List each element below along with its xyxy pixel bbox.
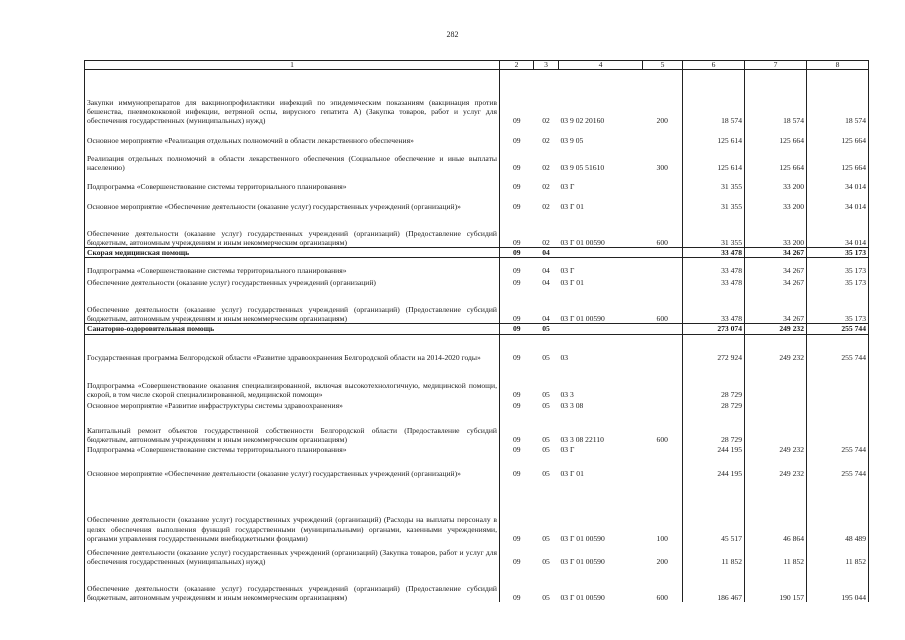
expense-type-code xyxy=(643,454,683,478)
amount-col-6: 244 195 xyxy=(683,454,745,478)
row-description: Обеспечение деятельности (оказание услуг) государственных учреждений (организаций) (Расходы на выплаты персоналу в целях обеспечения выполнения функций государственными (муниципальными) органами, казенными учреждениями, органами управления государственными внебюджетными фондами) xyxy=(85,478,500,543)
row-description: Обеспечение деятельности (оказание услуг) государственных учреждений (организаций) (Предоставление субсидий бюджетным, автономным учреждениям и иным некоммерческим организациям) xyxy=(85,287,500,324)
amount-col-6: 31 355 xyxy=(683,192,745,212)
column-header: 1 xyxy=(85,61,500,70)
amount-col-6: 31 355 xyxy=(683,173,745,192)
amount-col-7: 33 200 xyxy=(745,212,807,248)
table-row xyxy=(85,334,869,362)
amount-col-6: 45 517 xyxy=(683,478,745,543)
subsection-code: 04 xyxy=(542,314,550,323)
section-code: 09 xyxy=(500,287,534,324)
section-code: 09 xyxy=(500,334,534,362)
column-number-row xyxy=(85,61,869,70)
section-code: 09 xyxy=(500,454,534,478)
row-description: Подпрограмма «Совершенствование оказания специализированной, включая высокотехнологичную, медицинской помощи, скорой, в том числе скорой специализированной, медицинской помощи» xyxy=(85,362,500,399)
section-code: 09 xyxy=(500,444,534,454)
amount-col-7: 125 664 xyxy=(745,126,807,146)
amount-col-6: 33 478 xyxy=(683,248,745,258)
target-article-code: 03 Г 01 00590 xyxy=(560,237,605,247)
amount-col-6: 28 729 xyxy=(683,410,745,444)
column-header: 6 xyxy=(683,61,745,70)
amount-col-8: 255 744 xyxy=(807,444,869,454)
subsection-code: 02 xyxy=(542,237,550,247)
expense-type-code: 600 xyxy=(656,237,668,247)
amount-col-8: 35 173 xyxy=(807,248,869,258)
subsection-code: 02 xyxy=(542,163,550,173)
expense-type-code xyxy=(643,258,683,275)
target-article-code: 03 Г xyxy=(560,444,575,454)
amount-col-8: 35 173 xyxy=(807,275,869,287)
table-row xyxy=(85,146,869,173)
section-code: 09 xyxy=(500,258,534,275)
target-article-code: 03 Г 01 00590 xyxy=(560,556,605,566)
subsection-code: 02 xyxy=(542,182,550,192)
expense-type-code xyxy=(643,444,683,454)
subsection-code: 04 xyxy=(542,277,550,287)
amount-col-8: 255 744 xyxy=(807,324,869,334)
amount-col-6: 273 074 xyxy=(683,324,745,334)
row-description: Обеспечение деятельности (оказание услуг) государственных учреждений (организаций) xyxy=(85,275,500,287)
section-code: 09 xyxy=(500,275,534,287)
column-header: 2 xyxy=(500,61,534,70)
amount-col-6: 272 924 xyxy=(683,334,745,362)
amount-col-7: 34 267 xyxy=(745,275,807,287)
section-code: 09 xyxy=(500,70,534,126)
amount-col-7: 249 232 xyxy=(745,454,807,478)
section-row xyxy=(85,248,869,258)
amount-col-7: 125 664 xyxy=(745,146,807,173)
amount-col-6: 125 614 xyxy=(683,146,745,173)
table-row xyxy=(85,192,869,212)
amount-col-8: 34 014 xyxy=(807,173,869,192)
amount-col-8: 34 014 xyxy=(807,192,869,212)
expense-type-code xyxy=(643,173,683,192)
subsection-code: 05 xyxy=(542,556,550,566)
section-code: 09 xyxy=(500,248,534,258)
amount-col-7 xyxy=(745,410,807,444)
amount-col-7: 33 200 xyxy=(745,192,807,212)
expense-type-code: 600 xyxy=(656,314,668,323)
expense-type-code: 200 xyxy=(656,116,668,126)
amount-col-7 xyxy=(745,399,807,410)
section-code: 09 xyxy=(500,324,534,334)
section-code: 09 xyxy=(500,566,534,602)
budget-table xyxy=(84,60,869,602)
target-article-code: 03 3 xyxy=(560,389,574,399)
amount-col-7: 249 232 xyxy=(745,324,807,334)
target-article-code: 03 Г 01 00590 xyxy=(560,592,605,602)
expense-type-code xyxy=(643,324,683,334)
target-article-code: 03 9 02 20160 xyxy=(560,116,605,126)
section-code: 09 xyxy=(500,126,534,146)
amount-col-7: 34 267 xyxy=(745,287,807,324)
target-article-code: 03 Г 01 xyxy=(560,277,584,287)
subsection-code: 05 xyxy=(542,468,550,478)
amount-col-8: 35 173 xyxy=(807,258,869,275)
amount-col-7: 190 157 xyxy=(745,566,807,602)
expense-type-code: 100 xyxy=(656,533,668,543)
expense-type-code xyxy=(643,275,683,287)
subsection-code: 04 xyxy=(542,265,550,275)
table-row xyxy=(85,454,869,478)
row-description: Государственная программа Белгородской области «Развитие здравоохранения Белгородской области на 2014-2020 годы» xyxy=(85,334,500,362)
amount-col-7: 34 267 xyxy=(745,248,807,258)
amount-col-6: 11 852 xyxy=(683,543,745,566)
subsection-code: 05 xyxy=(542,434,550,444)
target-article-code: 03 Г xyxy=(560,182,575,192)
expense-type-code xyxy=(643,126,683,146)
target-article-code: 03 Г xyxy=(560,265,575,275)
subsection-code: 02 xyxy=(542,116,550,126)
row-description: Основное мероприятие «Развитие инфраструктуры системы здравоохранения» xyxy=(85,399,500,410)
section-row xyxy=(85,324,869,334)
expense-type-code: 600 xyxy=(656,434,668,444)
amount-col-6: 18 574 xyxy=(683,70,745,126)
target-article-code: 03 Г 01 xyxy=(560,468,584,478)
subsection-code: 05 xyxy=(542,444,550,454)
subsection-code: 05 xyxy=(542,533,550,543)
table-row xyxy=(85,410,869,444)
expense-type-code xyxy=(643,248,683,258)
amount-col-8: 125 664 xyxy=(807,126,869,146)
column-header: 7 xyxy=(745,61,807,70)
target-article-code: 03 3 08 22110 xyxy=(560,434,604,444)
table-row xyxy=(85,70,869,126)
subsection-code: 05 xyxy=(542,592,550,602)
amount-col-8: 11 852 xyxy=(807,543,869,566)
target-article-code: 03 xyxy=(560,352,569,362)
amount-col-6: 33 478 xyxy=(683,258,745,275)
amount-col-8 xyxy=(807,399,869,410)
column-header: 3 xyxy=(534,61,559,70)
amount-col-7: 249 232 xyxy=(745,444,807,454)
table-row xyxy=(85,173,869,192)
column-header: 8 xyxy=(807,61,869,70)
amount-col-8: 35 173 xyxy=(807,287,869,324)
amount-col-6: 28 729 xyxy=(683,399,745,410)
section-code: 09 xyxy=(500,212,534,248)
subsection-code: 02 xyxy=(542,136,550,146)
table-row xyxy=(85,126,869,146)
amount-col-8 xyxy=(807,410,869,444)
table-row xyxy=(85,444,869,454)
expense-type-code xyxy=(643,334,683,362)
section-code: 09 xyxy=(500,478,534,543)
table-row xyxy=(85,543,869,566)
section-code: 09 xyxy=(500,173,534,192)
amount-col-7: 249 232 xyxy=(745,334,807,362)
section-code: 09 xyxy=(500,362,534,399)
row-description: Реализация отдельных полномочий в области лекарственного обеспечения (Социальное обеспечение и иные выплаты населению) xyxy=(85,146,500,173)
row-description: Подпрограмма «Совершенствование системы территориального планирования» xyxy=(85,444,500,454)
row-description: Основное мероприятие «Обеспечение деятельности (оказание услуг) государственных учреждений (организаций)» xyxy=(85,454,500,478)
row-description: Скорая медицинская помощь xyxy=(85,248,500,258)
amount-col-6: 33 478 xyxy=(683,275,745,287)
amount-col-8: 195 044 xyxy=(807,566,869,602)
row-description: Закупки иммунопрепаратов для вакцинопрофилактики инфекций по эпидемическим показаниям (вакцинация против бешенства, пневмококковой инфекции, ветряной оспы, вирусного гепатита А) (Закупка товаров, работ и услуг для обеспечения государственных (муниципальных) нужд) xyxy=(85,70,500,126)
expense-type-code xyxy=(643,362,683,399)
amount-col-7: 33 200 xyxy=(745,173,807,192)
column-header: 4 xyxy=(559,61,643,70)
subsection-code: 05 xyxy=(534,324,559,334)
row-description: Обеспечение деятельности (оказание услуг) государственных учреждений (организаций) (Закупка товаров, работ и услуг для обеспечения государственных (муниципальных) нужд) xyxy=(85,543,500,566)
table-row xyxy=(85,287,869,324)
amount-col-8: 255 744 xyxy=(807,334,869,362)
section-code: 09 xyxy=(500,410,534,444)
section-code: 09 xyxy=(500,192,534,212)
table-row xyxy=(85,212,869,248)
amount-col-8: 18 574 xyxy=(807,70,869,126)
section-code: 09 xyxy=(500,399,534,410)
subsection-code: 02 xyxy=(542,202,550,212)
row-description: Санаторно-оздоровительная помощь xyxy=(85,324,500,334)
table-row xyxy=(85,275,869,287)
expense-type-code xyxy=(643,399,683,410)
amount-col-7: 18 574 xyxy=(745,70,807,126)
target-article-code: 03 Г 01 00590 xyxy=(560,314,605,323)
amount-col-6: 125 614 xyxy=(683,126,745,146)
amount-col-6: 31 355 xyxy=(683,212,745,248)
expense-type-code: 200 xyxy=(656,556,668,566)
row-description: Обеспечение деятельности (оказание услуг) государственных учреждений (организаций) (Предоставление субсидий бюджетным, автономным учреждениям и иным некоммерческим организациям) xyxy=(85,566,500,602)
target-article-code: 03 3 08 xyxy=(560,400,584,410)
row-description: Основное мероприятие «Реализация отдельных полномочий в области лекарственного обеспечения» xyxy=(85,126,500,146)
expense-type-code: 300 xyxy=(656,163,668,173)
amount-col-8: 255 744 xyxy=(807,454,869,478)
amount-col-8: 125 664 xyxy=(807,146,869,173)
table-row xyxy=(85,566,869,602)
table-row xyxy=(85,478,869,543)
subsection-code: 05 xyxy=(542,389,550,399)
row-description: Подпрограмма «Совершенствование системы территориального планирования» xyxy=(85,258,500,275)
amount-col-6: 28 729 xyxy=(683,362,745,399)
row-description: Капитальный ремонт объектов государственной собственности Белгородской области (Предоставление субсидий бюджетным, автономным учреждениям и иным некоммерческим организациям) xyxy=(85,410,500,444)
amount-col-6: 244 195 xyxy=(683,444,745,454)
section-code: 09 xyxy=(500,543,534,566)
target-article-code: 03 Г 01 00590 xyxy=(560,533,605,543)
section-code: 09 xyxy=(500,146,534,173)
subsection-code: 05 xyxy=(542,352,550,362)
row-description: Основное мероприятие «Обеспечение деятельности (оказание услуг) государственных учреждений (организаций)» xyxy=(85,192,500,212)
amount-col-8: 34 014 xyxy=(807,212,869,248)
subsection-code: 05 xyxy=(542,400,550,410)
page-number: 282 xyxy=(446,30,459,39)
table-row xyxy=(85,258,869,275)
amount-col-7: 34 267 xyxy=(745,258,807,275)
amount-col-8 xyxy=(807,362,869,399)
amount-col-7 xyxy=(745,362,807,399)
expense-type-code xyxy=(643,192,683,212)
target-article-code: 03 Г 01 xyxy=(560,202,584,212)
target-article-code xyxy=(559,248,643,258)
amount-col-8: 48 489 xyxy=(807,478,869,543)
amount-col-6: 33 478 xyxy=(683,287,745,324)
subsection-code: 04 xyxy=(534,248,559,258)
table-row xyxy=(85,362,869,399)
target-article-code: 03 9 05 51610 xyxy=(560,163,605,173)
amount-col-7: 46 864 xyxy=(745,478,807,543)
table-row xyxy=(85,399,869,410)
target-article-code xyxy=(559,324,643,334)
target-article-code: 03 9 05 xyxy=(560,136,584,146)
expense-type-code: 600 xyxy=(656,592,668,602)
row-description: Подпрограмма «Совершенствование системы территориального планирования» xyxy=(85,173,500,192)
amount-col-7: 11 852 xyxy=(745,543,807,566)
row-description: Обеспечение деятельности (оказание услуг) государственных учреждений (организаций) (Предоставление субсидий бюджетным, автономным учреждениям и иным некоммерческим организациям) xyxy=(85,212,500,248)
amount-col-6: 186 467 xyxy=(683,566,745,602)
column-header: 5 xyxy=(643,61,683,70)
